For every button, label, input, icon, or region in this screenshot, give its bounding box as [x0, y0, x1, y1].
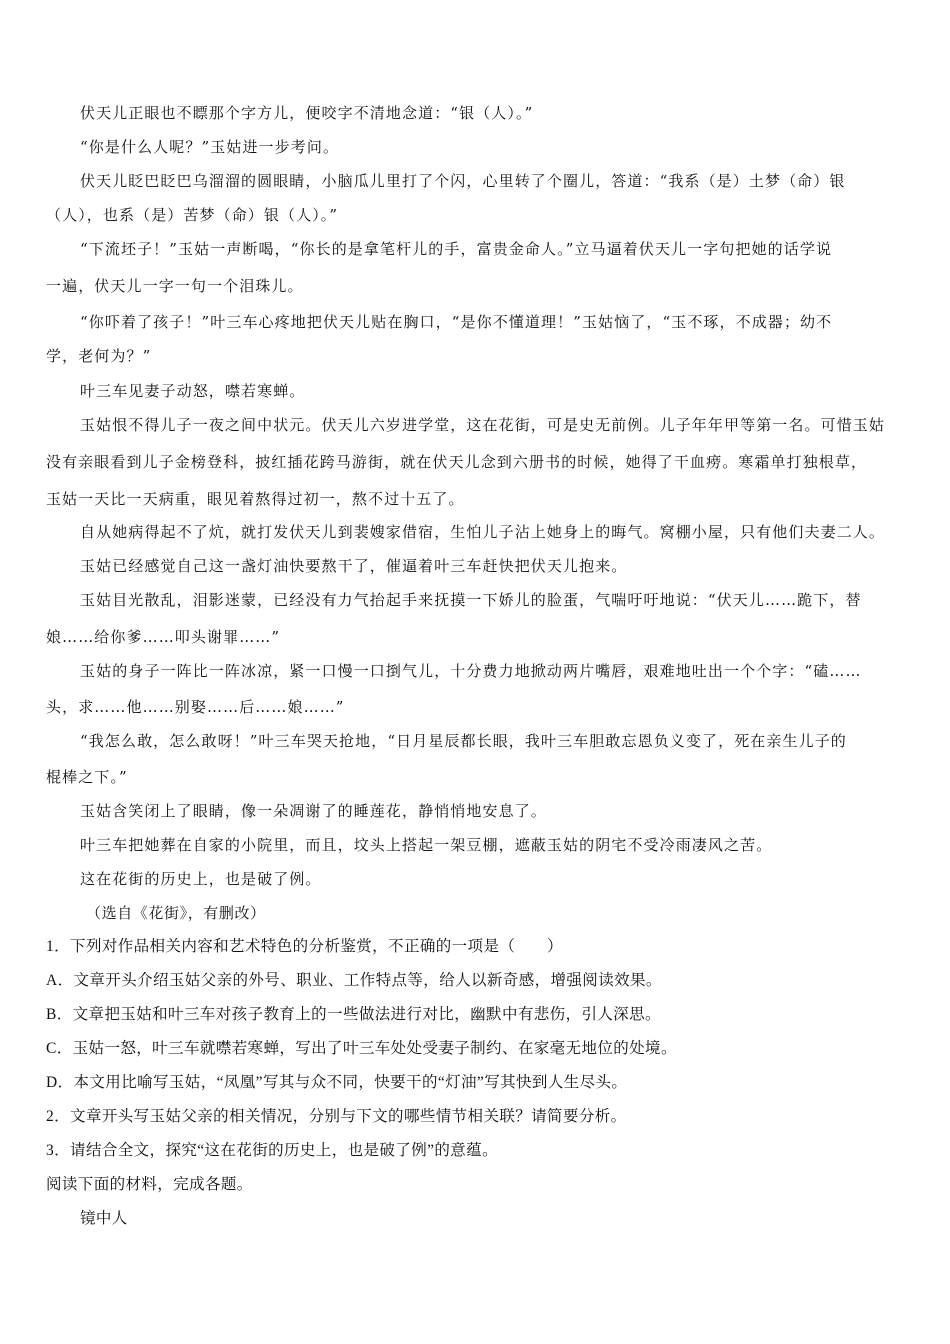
passage-line: 这在花街的历史上，也是破了例。	[80, 870, 322, 888]
question-1-option-a: A．文章开头介绍玉姑父亲的外号、职业、工作特点等，给人以新奇感，增强阅读效果。	[46, 972, 662, 989]
passage-line: 娘……给你爹……叩头谢罪……”	[46, 628, 281, 646]
passage-line: “我怎么敢，怎么敢呀！”叶三车哭天抢地，“日月星辰都长眼，我叶三车胆敢忘恩负义变了，死在亲生儿子的	[80, 732, 847, 750]
passage-source: （选自《花街》，有删改）	[86, 904, 266, 922]
passage-line: 没有亲眼看到儿子金榜登科，披红插花跨马游街，就在伏天儿念到六册书的时候，她得了干血痨。寒霜单打独根草，	[46, 453, 868, 471]
question-1-option-b: B．文章把玉姑和叶三车对孩子教育上的一些做法进行对比，幽默中有悲伤，引人深思。	[46, 1006, 661, 1023]
passage-line: （人），也系（是）苦梦（命）银（人）。”	[46, 206, 339, 224]
passage-line: 学，老何为？”	[46, 347, 152, 365]
passage-line: 玉姑已经感觉自己这一盏灯油快要熬干了，催逼着叶三车赶快把伏天儿抱来。	[80, 557, 628, 575]
passage-line: 棍棒之下。”	[46, 768, 128, 786]
passage-line: 伏天儿正眼也不瞟那个字方儿，便咬字不清地念道：“银（人）。”	[80, 104, 534, 122]
passage-line: 玉姑目光散乱，泪影迷蒙，已经没有力气抬起手来抚摸一下娇儿的脸蛋，气喘吁吁地说：“伏天儿……跪下，替	[80, 591, 862, 609]
passage-line: “下流坯子！”玉姑一声断喝，“你长的是拿笔杆儿的手，富贵金命人。”立马逼着伏天儿一字句把她的话学说	[80, 240, 833, 258]
passage-line: 玉姑一天比一天病重，眼见着熬得过初一，熬不过十五了。	[46, 490, 465, 508]
passage-line: 玉姑的身子一阵比一阵冰凉，紧一口慢一口捯气儿，十分费力地掀动两片嘴唇，艰难地吐出一个个字：“磕……	[80, 662, 862, 680]
question-1-option-d: D．本文用比喻写玉姑，“凤凰”写其与众不同，快要干的“灯油”写其快到人生尽头。	[46, 1074, 628, 1091]
section-title: 镜中人	[80, 1210, 128, 1227]
section-instruction: 阅读下面的材料，完成各题。	[46, 1176, 253, 1193]
passage-line: “你是什么人呢？”玉姑进一步考问。	[80, 138, 340, 156]
question-2: 2．文章开头写玉姑父亲的相关情况，分别与下文的哪些情节相关联？请简要分析。	[46, 1108, 627, 1125]
passage-line: 叶三车把她葬在自家的小院里，而且，坟头上搭起一架豆棚，遮蔽玉姑的阴宅不受冷雨凄风之苦。	[80, 836, 773, 854]
passage-line: 一遍，伏天儿一字一句一个泪珠儿。	[46, 277, 304, 295]
passage-line: 自从她病得起不了炕，就打发伏天儿到裴嫂家借宿，生怕儿子沾上她身上的晦气。窝棚小屋，只有他们夫妻二人。	[80, 523, 886, 541]
passage-line: 头，求……他……别娶……后……娘……”	[46, 698, 345, 716]
passage-line: “你吓着了孩子！”叶三车心疼地把伏天儿贴在胸口，“是你不懂道理！”玉姑恼了，“玉不琢，不成器；幼不	[80, 313, 833, 331]
passage-line: 玉姑含笑闭上了眼睛，像一朵凋谢了的睡莲花，静悄悄地安息了。	[80, 802, 547, 820]
question-3: 3．请结合全文，探究“这在花街的历史上，也是破了例”的意蕴。	[46, 1142, 499, 1159]
passage-line: 叶三车见妻子动怒，噤若寒蝉。	[80, 382, 306, 400]
question-1-option-c: C．玉姑一怒，叶三车就噤若寒蝉，写出了叶三车处处受妻子制约、在家毫无地位的处境。	[46, 1040, 677, 1057]
question-1: 1．下列对作品相关内容和艺术特色的分析鉴赏，不正确的一项是（ ）	[46, 938, 563, 955]
passage-line: 玉姑恨不得儿子一夜之间中状元。伏天儿六岁进学堂，这在花街，可是史无前例。儿子年年甲等第一名。可惜玉姑	[80, 416, 886, 434]
passage-line: 伏天儿眨巴眨巴乌溜溜的圆眼睛，小脑瓜儿里打了个闪，心里转了个圈儿，答道：“我系（是）土梦（命）银	[80, 172, 846, 190]
